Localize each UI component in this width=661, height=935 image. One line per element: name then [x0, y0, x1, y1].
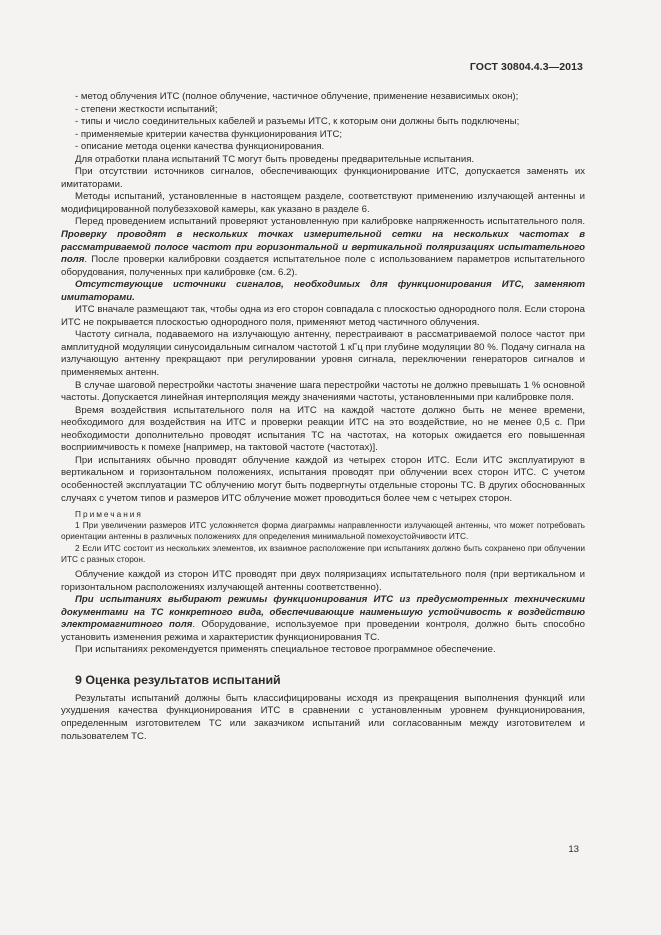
emphasis-text: При испытаниях выбирают режимы функционирования ИТС из предусмотренных техническими документами на ТС конкретного вида, обеспечивающие наименьшую устойчивость к воздействию электромагнитного поля — [61, 594, 585, 631]
list-item: - степени жесткости испытаний; — [75, 103, 218, 115]
paragraph-text: . После проверки калибровки создается испытательное поле с использованием параметров испытательного оборудования, полученных при калибровке (см. 6.2). — [61, 254, 585, 278]
page-number: 13 — [568, 844, 579, 855]
paragraph: Частоту сигнала, подаваемого на излучающую антенну, перестраивают в рассматриваемой полосе частот при амплитудной модуляции синусоидальным сигналом частотой 1 кГц при глубине модуляции 80 %. Подачу сигнала на излучающую антенну прекращают при регулировании уровня сигнала, переключении генераторов сигналов и применяемых антенн. — [61, 329, 585, 379]
paragraph — [61, 216, 585, 279]
note-1: 1 При увеличении размеров ИТС усложняется форма диаграммы направленности излучающей антенны, что может потребовать ориентации антенны в различных положениях для определения минимальной помехоустойчивости ИТС. — [61, 520, 585, 542]
note-2: 2 Если ИТС состоит из нескольких элементов, их взаимное расположение при испытаниях должно быть сохранено при облучении ИТС с разных сторон. — [61, 542, 585, 564]
paragraph: При отсутствии источников сигналов, обеспечивающих функционирование ИТС, допускается заменять их имитаторами. — [61, 166, 585, 190]
emphasis-paragraph: Отсутствующие источники сигналов, необходимых для функционирования ИТС, заменяют имитаторами. — [61, 279, 585, 303]
section-title: 9 Оценка результатов испытаний — [75, 672, 281, 687]
paragraph: Время воздействия испытательного поля на ИТС на каждой частоте должно быть не менее времени, необходимого для воздействия на ИТС и проверки реакции ИТС на это воздействие, но не менее 0,5 с. При необходимости дополнительно проводят испытания ТС на частотах, на которых ожидается его повышенная восприимчивость к помехе [например, на тактовой частоте (частотах)]. — [61, 404, 585, 454]
section-paragraph: Результаты испытаний должны быть классифицированы исходя из прекращения выполнения функций или ухудшения качества функционирования ИТС в сравнении с установленным уровнем функционирования, определенным изготовителем ТС или заказчиком испытаний или согласованным между изготовителем и пользователем ТС. — [61, 692, 585, 742]
paragraph: При испытаниях рекомендуется применять специальное тестовое программное обеспечение. — [75, 644, 496, 656]
list-item: - метод облучения ИТС (полное облучение, частичное облучение, применение независимых окон); — [75, 91, 519, 102]
notes-title: Примечания — [75, 509, 143, 520]
main-text — [61, 91, 585, 743]
paragraph: Для отработки плана испытаний ТС могут быть проведены предварительные испытания. — [75, 153, 475, 165]
paragraph-text: Перед проведением испытаний проверяют установленную при калибровке напряженность испытательного поля. — [75, 216, 585, 228]
paragraph-text: . Оборудование, используемое при проведении контроля, должно быть способно установить изменения режима и характеристик функционирования ТС. — [61, 619, 585, 643]
list-item: - типы и число соединительных кабелей и разъемы ИТС, к которым они должны быть подключены; — [75, 116, 520, 128]
emphasis-text: Проверку проводят в нескольких точках измерительной сетки на нескольких частотах в рассматриваемой полосе частот при горизонтальной и вертикальной поляризациях испытательного поля — [61, 229, 585, 266]
paragraph: В случае шаговой перестройки частоты значение шага перестройки частоты не должно превышать 1 % основной частоты. Допускается линейная интерполяция между значениями частоты, установленными при калибровке поля. — [61, 379, 585, 404]
paragraph — [61, 594, 585, 644]
paragraph: Облучение каждой из сторон ИТС проводят при двух поляризациях испытательного поля (при вертикальном и горизонтальном расположениях излучающей антенны соответственно). — [61, 569, 585, 593]
document-header: ГОСТ 30804.4.3—2013 — [469, 61, 583, 73]
paragraph: Методы испытаний, установленные в настоящем разделе, соответствуют применению излучающей антенны и модифицированной полубезэховой камеры, как указано в разделе 6. — [61, 191, 585, 215]
paragraph: ИТС вначале размещают так, чтобы одна из его сторон совпадала с плоскостью однородного поля. Если сторона ИТС не покрывается плоскостью однородного поля, применяют метод частичного облучения. — [61, 304, 585, 328]
list-item: - применяемые критерии качества функционирования ИТС; — [75, 128, 343, 140]
paragraph: При испытаниях обычно проводят облучение каждой из четырех сторон ИТС. Если ИТС эксплуатируют в вертикальном и горизонтальном положениях, испытания проводят при облучении всех сторон ИТС. С учетом особенностей эксплуатации ТС облучению могут быть подвергнуты отдельные стороны ТС. В других обоснованных случаях с учетом типов и размеров ИТС облучение может проводиться более чем с четырех сторон. — [61, 454, 585, 504]
list-item: - описание метода оценки качества функционирования. — [75, 141, 325, 153]
